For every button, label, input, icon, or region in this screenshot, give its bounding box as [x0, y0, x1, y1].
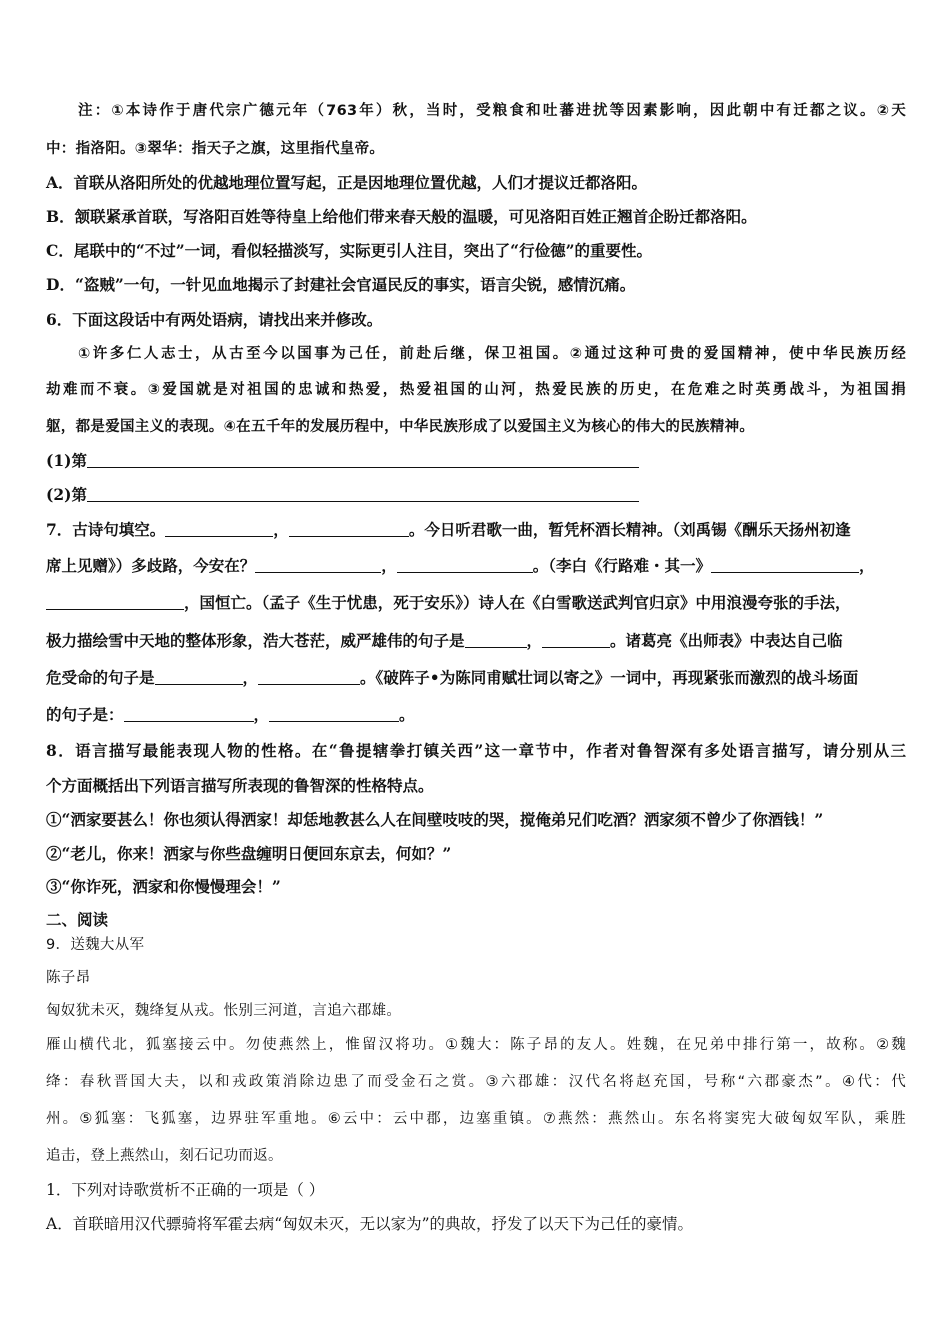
fill-blank[interactable]: [397, 556, 533, 573]
q8-quote-3: ③“你诈死，洒家和你慢慢理会！”: [46, 877, 281, 896]
q7-text: 的句子是：: [46, 705, 124, 724]
q7-line-3: [46, 592, 906, 614]
q7-text: 。: [399, 705, 415, 724]
poem-title: 9．送魏大从军: [46, 937, 145, 953]
option-d: D．“盗贼”一句，一针见血地揭示了封建社会官逼民反的事实，语言尖锐，感情沉痛。: [46, 275, 636, 294]
q7-text: 。今日听君歌一曲，暂凭杯酒长精神。（刘禹锡《酬乐天扬州初逢: [408, 520, 851, 539]
q7-line-2: [46, 555, 906, 577]
q7-text: 极力描绘雪中天地的整体形象，浩大苍茫，威严雄伟的句子是: [46, 631, 465, 650]
poem-author: 陈子昂: [46, 970, 91, 986]
q7-text: ，: [253, 705, 270, 724]
fill-blank[interactable]: [155, 668, 243, 685]
q6-answer-2-label: (2)第: [46, 485, 87, 504]
fill-blank[interactable]: [165, 520, 273, 537]
poem-notes-line-2: 绛：春秋晋国大夫，以和戎政策消除边患了而受金石之赏。③六郡雄：汉代名将赵充国，号称“六郡豪杰”。④代：代: [46, 1074, 906, 1090]
q6-answer-2: [46, 484, 906, 506]
fill-blank[interactable]: [289, 520, 409, 537]
fill-blank[interactable]: [46, 593, 184, 610]
section-heading: 二、阅读: [46, 910, 109, 929]
q6-answer-1: [46, 450, 906, 472]
poem-notes-line-4: 追击，登上燕然山，刻石记功而返。: [46, 1148, 283, 1164]
q9-sub-question-1: 1．下列对诗歌赏析不正确的一项是（ ）: [46, 1181, 325, 1199]
question-6-stem: 6．下面这段话中有两处语病，请找出来并修改。: [46, 310, 383, 329]
q8-stem-line-1: 8．语言描写最能表现人物的性格。在“鲁提辖拳打镇关西”这一章节中，作者对鲁智深有多处语言描写，请分别从三: [46, 741, 906, 760]
q7-text: 席上见赠》）多歧路，今安在？: [46, 556, 256, 575]
q7-text: ，: [526, 631, 543, 650]
note-line-1: 注：①本诗作于唐代宗广德元年（763年）秋，当时，受粮食和吐蕃进扰等因素影响，因此朝中有迁都之议。②天: [78, 103, 906, 119]
fill-blank[interactable]: [542, 631, 610, 648]
poem-verse: 匈奴犹未灭，魏绛复从戎。怅别三河道，言追六郡雄。: [46, 1003, 402, 1019]
fill-blank[interactable]: [711, 556, 859, 573]
fill-blank[interactable]: [258, 668, 360, 685]
q7-text: ，: [859, 556, 875, 575]
q7-text: ，: [273, 520, 289, 539]
q7-line-1: [46, 519, 906, 541]
poem-notes-line-3: 州。⑤狐塞：飞狐塞，边界驻军重地。⑥云中：云中郡，边塞重镇。⑦燕然：燕然山。东名将窦宪大破匈奴军队，乘胜: [46, 1111, 906, 1127]
poem-notes-line-1: 雁山横代北，狐塞接云中。勿使燕然上，惟留汉将功。①魏大：陈子昂的友人。姓魏，在兄弟中排行第一，故称。②魏: [46, 1037, 906, 1053]
q7-text: ，国恒亡。（孟子《生于忧患，死于安乐》）诗人在《白雪歌送武判官归京》中用浪漫夸张的手法，: [184, 593, 851, 612]
fill-blank[interactable]: [269, 705, 399, 722]
q8-quote-1: ①“洒家要甚么！你也须认得洒家！却恁地教甚么人在间壁吱吱的哭，搅俺弟兄们吃酒？洒家须不曾少了你酒钱！”: [46, 810, 824, 829]
q6-paragraph-line-2: 劫难而不衰。③爱国就是对祖国的忠诚和热爱，热爱祖国的山河，热爱民族的历史，在危难之时英勇战斗，为祖国捐: [46, 382, 906, 398]
note-line-2: 中：指洛阳。③翠华：指天子之旗，这里指代皇帝。: [46, 141, 385, 157]
q8-stem-line-2: 个方面概括出下列语言描写所表现的鲁智深的性格特点。: [46, 776, 434, 795]
option-b: B．颔联紧承首联，写洛阳百姓等待皇上给他们带来春天般的温暖，可见洛阳百姓正翘首企盼迁都洛阳。: [46, 207, 757, 226]
answer-blank[interactable]: [87, 485, 639, 502]
fill-blank[interactable]: [465, 631, 527, 648]
q6-paragraph-line-1: ①许多仁人志士，从古至今以国事为己任，前赴后继，保卫祖国。②通过这种可贵的爱国精神，使中华民族历经: [78, 346, 906, 362]
q6-answer-1-label: (1)第: [46, 451, 87, 470]
answer-blank[interactable]: [87, 451, 639, 468]
option-c: C．尾联中的“不过”一词，看似轻描淡写，实际更引人注目，突出了“行俭德”的重要性。: [46, 241, 653, 260]
option-a: A．首联从洛阳所处的优越地理位置写起，正是因地理位置优越，人们才提议迁都洛阳。: [46, 173, 648, 192]
q7-text: 。诸葛亮《出师表》中表达自己临: [610, 631, 843, 650]
q7-line-6: [46, 704, 906, 726]
q9-option-a: A．首联暗用汉代骠骑将军霍去病“匈奴未灭，无以家为”的典故，抒发了以天下为己任的豪情。: [46, 1215, 694, 1233]
q7-text: ，: [242, 668, 259, 687]
q7-text: 。（李白《行路难・其一》: [532, 556, 712, 575]
fill-blank[interactable]: [124, 705, 254, 722]
q7-text: 危受命的句子是: [46, 668, 155, 687]
q6-paragraph-line-3: 躯，都是爱国主义的表现。④在五千年的发展历程中，中华民族形成了以爱国主义为核心的伟大的民族精神。: [46, 419, 755, 435]
q7-text: 。《破阵子•为陈同甫赋壮词以寄之》一词中，再现紧张而激烈的战斗场面: [360, 668, 859, 687]
q8-quote-2: ②“老儿，你来！洒家与你些盘缠明日便回东京去，何如？”: [46, 844, 452, 863]
q7-text: 7．古诗句填空。: [46, 520, 166, 539]
q7-line-4: [46, 630, 906, 652]
q7-text: ，: [381, 556, 397, 575]
fill-blank[interactable]: [255, 556, 381, 573]
q7-line-5: [46, 667, 906, 689]
